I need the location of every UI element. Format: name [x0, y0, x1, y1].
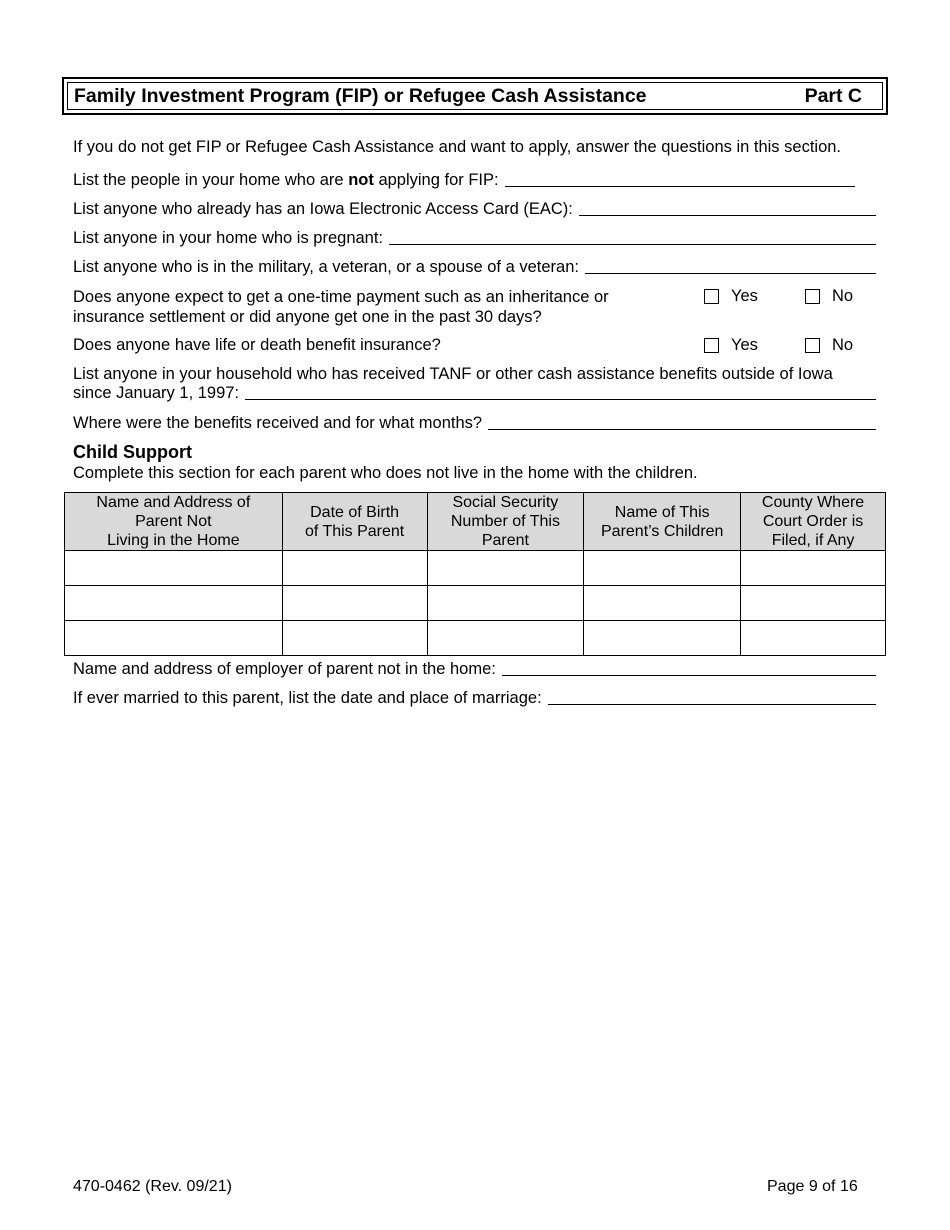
table-cell[interactable]: [65, 621, 283, 656]
intro-text: If you do not get FIP or Refugee Cash Assistance and want to apply, answer the questions in this section.: [73, 138, 842, 156]
table-cell[interactable]: [427, 551, 584, 586]
table-cell[interactable]: [65, 586, 283, 621]
checkbox[interactable]: [805, 338, 820, 353]
table-cell[interactable]: [65, 551, 283, 586]
table-cell[interactable]: [741, 621, 886, 656]
option-label: No: [832, 336, 854, 354]
question-military: [73, 258, 876, 277]
question-not-applying: [73, 171, 855, 190]
option-label: Yes: [731, 336, 758, 354]
insurance-yes-option[interactable]: [704, 336, 758, 355]
child-support-table: [64, 492, 886, 656]
question-where: [73, 414, 876, 433]
question-payment: [73, 287, 609, 327]
question-label: Where were the benefits received and for what months?: [73, 414, 483, 432]
table-cell[interactable]: [282, 621, 427, 656]
military-input[interactable]: [585, 272, 876, 274]
table-header-row: [65, 493, 886, 551]
form-number: 470-0462 (Rev. 09/21): [73, 1178, 232, 1195]
column-header-county: County Where Court Order is Filed, if Any: [741, 493, 886, 551]
question-pregnant: [73, 229, 876, 248]
table-cell[interactable]: [427, 586, 584, 621]
checkbox[interactable]: [805, 289, 820, 304]
table-cell[interactable]: [741, 586, 886, 621]
payment-yes-option[interactable]: [704, 287, 758, 306]
question-label-line1: Does anyone expect to get a one-time payment such as an inheritance or: [73, 288, 609, 306]
question-label-line2: insurance settlement or did anyone get one in the past 30 days?: [73, 308, 542, 326]
employer-input[interactable]: [502, 674, 876, 676]
tanf-input[interactable]: [245, 398, 876, 400]
column-header-parent-name: Name and Address of Parent Not Living in the Home: [65, 493, 283, 551]
table-cell[interactable]: [427, 621, 584, 656]
column-header-ssn: Social Security Number of This Parent: [427, 493, 584, 551]
question-insurance: Does anyone have life or death benefit insurance?: [73, 336, 441, 354]
payment-no-option[interactable]: [805, 287, 853, 306]
question-employer: [73, 660, 876, 679]
question-tanf-line1: List anyone in your household who has received TANF or other cash assistance benefits outside of Iowa: [73, 365, 833, 383]
table-cell[interactable]: [584, 586, 741, 621]
question-label: List anyone who is in the military, a veteran, or a spouse of a veteran:: [73, 258, 579, 276]
marriage-input[interactable]: [548, 703, 876, 705]
option-label: No: [832, 287, 854, 305]
question-label: List anyone who already has an Iowa Electronic Access Card (EAC):: [73, 200, 573, 218]
section-header: [67, 82, 883, 110]
child-support-heading: Child Support: [73, 442, 192, 462]
table-row: [65, 621, 886, 656]
question-label: since January 1, 1997:: [73, 384, 240, 402]
page-number: Page 9 of 16: [767, 1178, 858, 1195]
where-input[interactable]: [488, 428, 876, 430]
column-header-dob: Date of Birth of This Parent: [282, 493, 427, 551]
not-applying-input[interactable]: [505, 185, 855, 187]
section-title: Family Investment Program (FIP) or Refugee Cash Assistance: [74, 84, 647, 107]
section-header-box: [62, 77, 888, 115]
option-label: Yes: [731, 287, 758, 305]
question-marriage: [73, 689, 876, 708]
question-tanf: [73, 384, 876, 403]
table-cell[interactable]: [282, 586, 427, 621]
table-cell[interactable]: [584, 551, 741, 586]
child-support-instructions: Complete this section for each parent who does not live in the home with the children.: [73, 464, 698, 482]
pregnant-input[interactable]: [389, 243, 876, 245]
table-cell[interactable]: [584, 621, 741, 656]
question-label: Name and address of employer of parent not in the home:: [73, 660, 496, 678]
question-label: List anyone in your home who is pregnant:: [73, 229, 384, 247]
table-cell[interactable]: [282, 551, 427, 586]
checkbox[interactable]: [704, 338, 719, 353]
eac-input[interactable]: [579, 214, 876, 216]
checkbox[interactable]: [704, 289, 719, 304]
insurance-no-option[interactable]: [805, 336, 853, 355]
table-row: [65, 586, 886, 621]
question-eac: [73, 200, 876, 219]
question-label: List the people in your home who are not applying for FIP:: [73, 171, 499, 189]
question-label: If ever married to this parent, list the date and place of marriage:: [73, 689, 542, 707]
table-row: [65, 551, 886, 586]
table-cell[interactable]: [741, 551, 886, 586]
column-header-children: Name of This Parent’s Children: [584, 493, 741, 551]
part-label: Part C: [804, 84, 862, 107]
